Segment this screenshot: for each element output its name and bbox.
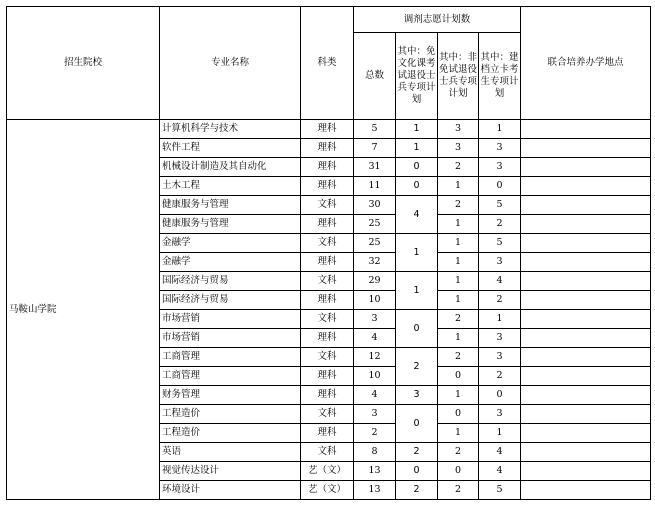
total-cell: 5 [354, 120, 396, 139]
exempt-veteran-cell: 1 [396, 139, 438, 158]
poverty-registered-cell: 5 [479, 234, 521, 253]
exempt-veteran-cell: 1 [396, 272, 438, 310]
category-cell: 理科 [301, 386, 354, 405]
total-cell: 4 [354, 386, 396, 405]
category-cell: 理科 [301, 424, 354, 443]
poverty-registered-cell: 3 [479, 253, 521, 272]
poverty-registered-cell: 4 [479, 443, 521, 462]
joint-location-cell [521, 443, 651, 462]
joint-location-cell [521, 253, 651, 272]
nonexempt-veteran-cell: 3 [438, 139, 479, 158]
poverty-registered-cell: 3 [479, 405, 521, 424]
nonexempt-veteran-cell: 2 [438, 310, 479, 329]
exempt-veteran-cell: 2 [396, 481, 438, 500]
category-cell: 理科 [301, 158, 354, 177]
major-name-cell: 工商管理 [160, 348, 301, 367]
joint-location-cell [521, 386, 651, 405]
poverty-registered-cell: 3 [479, 348, 521, 367]
nonexempt-veteran-cell: 2 [438, 158, 479, 177]
header-sub-exempt-veteran: 其中：免文化课考试退役士兵专项计划 [396, 33, 438, 120]
nonexempt-veteran-cell: 3 [438, 120, 479, 139]
joint-location-cell [521, 405, 651, 424]
nonexempt-veteran-cell: 1 [438, 291, 479, 310]
joint-location-cell [521, 177, 651, 196]
nonexempt-veteran-cell: 0 [438, 367, 479, 386]
exempt-veteran-cell: 3 [396, 386, 438, 405]
total-cell: 12 [354, 348, 396, 367]
poverty-registered-cell: 4 [479, 462, 521, 481]
major-name-cell: 工程造价 [160, 424, 301, 443]
category-cell: 理科 [301, 291, 354, 310]
category-cell: 文科 [301, 310, 354, 329]
total-cell: 13 [354, 462, 396, 481]
poverty-registered-cell: 2 [479, 291, 521, 310]
total-cell: 31 [354, 158, 396, 177]
major-name-cell: 软件工程 [160, 139, 301, 158]
total-cell: 3 [354, 310, 396, 329]
joint-location-cell [521, 215, 651, 234]
major-name-cell: 市场营销 [160, 329, 301, 348]
joint-location-cell [521, 158, 651, 177]
admission-plan-table [6, 6, 651, 500]
joint-location-cell [521, 272, 651, 291]
nonexempt-veteran-cell: 1 [438, 272, 479, 291]
category-cell: 理科 [301, 253, 354, 272]
total-cell: 25 [354, 234, 396, 253]
major-name-cell: 金融学 [160, 234, 301, 253]
exempt-veteran-cell: 0 [396, 177, 438, 196]
joint-location-cell [521, 329, 651, 348]
category-cell: 文科 [301, 272, 354, 291]
nonexempt-veteran-cell: 1 [438, 234, 479, 253]
major-name-cell: 健康服务与管理 [160, 196, 301, 215]
total-cell: 32 [354, 253, 396, 272]
major-name-cell: 健康服务与管理 [160, 215, 301, 234]
exempt-veteran-cell: 0 [396, 405, 438, 443]
total-cell: 3 [354, 405, 396, 424]
total-cell: 8 [354, 443, 396, 462]
category-cell: 理科 [301, 177, 354, 196]
exempt-veteran-cell: 2 [396, 443, 438, 462]
total-cell: 30 [354, 196, 396, 215]
exempt-veteran-cell: 1 [396, 234, 438, 272]
joint-location-cell [521, 462, 651, 481]
major-name-cell: 市场营销 [160, 310, 301, 329]
header-school: 招生院校 [7, 7, 160, 120]
poverty-registered-cell: 3 [479, 329, 521, 348]
total-cell: 10 [354, 367, 396, 386]
table-body [7, 7, 651, 500]
category-cell: 理科 [301, 215, 354, 234]
nonexempt-veteran-cell: 2 [438, 443, 479, 462]
exempt-veteran-cell: 0 [396, 158, 438, 177]
nonexempt-veteran-cell: 1 [438, 386, 479, 405]
total-cell: 25 [354, 215, 396, 234]
joint-location-cell [521, 196, 651, 215]
major-name-cell: 英语 [160, 443, 301, 462]
category-cell: 理科 [301, 329, 354, 348]
major-name-cell: 工商管理 [160, 367, 301, 386]
category-cell: 艺（文） [301, 481, 354, 500]
poverty-registered-cell: 1 [479, 424, 521, 443]
total-cell: 7 [354, 139, 396, 158]
exempt-veteran-cell: 1 [396, 120, 438, 139]
header-major: 专业名称 [160, 7, 301, 120]
nonexempt-veteran-cell: 1 [438, 215, 479, 234]
category-cell: 理科 [301, 367, 354, 386]
joint-location-cell [521, 310, 651, 329]
nonexempt-veteran-cell: 2 [438, 348, 479, 367]
joint-location-cell [521, 481, 651, 500]
category-cell: 理科 [301, 120, 354, 139]
category-cell: 文科 [301, 348, 354, 367]
category-cell: 文科 [301, 234, 354, 253]
nonexempt-veteran-cell: 2 [438, 481, 479, 500]
major-name-cell: 工程造价 [160, 405, 301, 424]
category-cell: 理科 [301, 139, 354, 158]
joint-location-cell [521, 348, 651, 367]
table-row [7, 120, 651, 139]
header-sub-poverty-registered: 其中：建档立卡考生专项计划 [479, 33, 521, 120]
total-cell: 13 [354, 481, 396, 500]
total-cell: 4 [354, 329, 396, 348]
poverty-registered-cell: 1 [479, 310, 521, 329]
nonexempt-veteran-cell: 1 [438, 253, 479, 272]
header-total: 总数 [354, 33, 396, 120]
major-name-cell: 环境设计 [160, 481, 301, 500]
total-cell: 2 [354, 424, 396, 443]
joint-location-cell [521, 234, 651, 253]
total-cell: 11 [354, 177, 396, 196]
exempt-veteran-cell: 0 [396, 462, 438, 481]
major-name-cell: 财务管理 [160, 386, 301, 405]
nonexempt-veteran-cell: 1 [438, 424, 479, 443]
major-name-cell: 土木工程 [160, 177, 301, 196]
exempt-veteran-cell: 0 [396, 310, 438, 348]
poverty-registered-cell: 2 [479, 367, 521, 386]
joint-location-cell [521, 291, 651, 310]
category-cell: 艺（文） [301, 462, 354, 481]
joint-location-cell [521, 120, 651, 139]
poverty-registered-cell: 2 [479, 215, 521, 234]
joint-location-cell [521, 139, 651, 158]
major-name-cell: 国际经济与贸易 [160, 291, 301, 310]
poverty-registered-cell: 1 [479, 120, 521, 139]
poverty-registered-cell: 3 [479, 139, 521, 158]
nonexempt-veteran-cell: 2 [438, 196, 479, 215]
joint-location-cell [521, 367, 651, 386]
major-name-cell: 视觉传达设计 [160, 462, 301, 481]
poverty-registered-cell: 5 [479, 481, 521, 500]
total-cell: 29 [354, 272, 396, 291]
major-name-cell: 计算机科学与技术 [160, 120, 301, 139]
major-name-cell: 机械设计制造及其自动化 [160, 158, 301, 177]
category-cell: 文科 [301, 443, 354, 462]
school-name-cell: 马鞍山学院 [7, 120, 160, 500]
major-name-cell: 金融学 [160, 253, 301, 272]
major-name-cell: 国际经济与贸易 [160, 272, 301, 291]
total-cell: 10 [354, 291, 396, 310]
joint-location-cell [521, 424, 651, 443]
header-plan-group: 调剂志愿计划数 [354, 7, 521, 33]
nonexempt-veteran-cell: 0 [438, 405, 479, 424]
nonexempt-veteran-cell: 1 [438, 177, 479, 196]
poverty-registered-cell: 0 [479, 386, 521, 405]
header-row-1 [7, 7, 651, 33]
poverty-registered-cell: 5 [479, 196, 521, 215]
poverty-registered-cell: 0 [479, 177, 521, 196]
exempt-veteran-cell: 4 [396, 196, 438, 234]
exempt-veteran-cell: 2 [396, 348, 438, 386]
category-cell: 文科 [301, 405, 354, 424]
nonexempt-veteran-cell: 0 [438, 462, 479, 481]
header-sub-nonexempt-veteran: 其中：非免试退役士兵专项计划 [438, 33, 479, 120]
header-joint-location: 联合培养办学地点 [521, 7, 651, 120]
nonexempt-veteran-cell: 1 [438, 329, 479, 348]
poverty-registered-cell: 4 [479, 272, 521, 291]
header-category: 科类 [301, 7, 354, 120]
poverty-registered-cell: 3 [479, 158, 521, 177]
category-cell: 文科 [301, 196, 354, 215]
